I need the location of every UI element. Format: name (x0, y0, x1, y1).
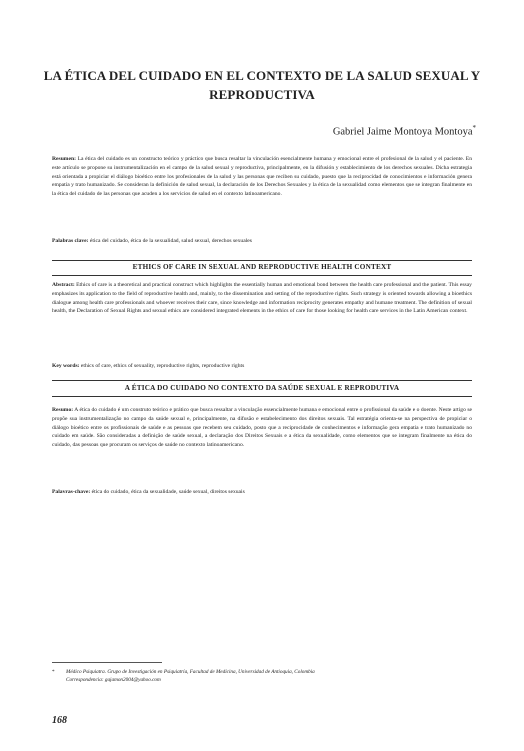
english-heading-rule-bottom (52, 275, 472, 276)
english-heading: ETHICS OF CARE IN SEXUAL AND REPRODUCTIVE HEALTH CONTEXT (132, 263, 392, 271)
english-keywords (52, 362, 472, 371)
footnote-correspondence: Correspondencia: gajamon2004@yahoo.com (66, 677, 161, 683)
portuguese-abstract (52, 406, 472, 450)
palabras-clave-label: Palabras clave: (52, 238, 89, 244)
palabras-clave-text: ética del cuidado, ética de la sexualidad, salud sexual, derechos sexuales (89, 238, 252, 244)
spanish-abstract (52, 155, 472, 199)
resumo-text: A ética do cuidado é um construto teórico e prático que busca ressaltar a vinculação essencialmente humana e emocional entre o profissional da saúde e o doente. Neste artigo se propõe sua instrumentalização no campo da saúde sexual e, principalmente, na difusão e estabelecimento dos direitos sexuais. Tal estratégia orienta-se na perspectiva de propiciar o diálogo bioético entre os profissionais de saúde e as pessoas que recebem seu cuidado, posto que a reciprocidade de conhecimentos e informação gera empatia e trato humanizado no cuidado em saúde. São consideradas a definição de saúde sexual, a declaração dos Direitos Sexuais e a ética da sexualidade, como elementos que se integram finalmente na ética do cuidado, das pessoas que procuram os serviços de saúde no contexto latinoamericano. (52, 407, 473, 449)
key-words-label: Key words: (52, 363, 80, 369)
abstract-label: Abstract: (52, 282, 75, 288)
portuguese-keywords (52, 488, 472, 497)
resumen-text: La ética del cuidado es un constructo teórico y práctico que busca resaltar la vinculación esencialmente humana y emocional entre el profesional de la salud y el paciente. En este artículo se propone su instrumentalización en el campo de la salud sexual y reproductiva, principalmente, en la difusión y establecimiento de los derechos sexuales. Dicha estrategia está orientada a propiciar el diálogo bioético entre los profesionales de la salud y las personas que reciben su cuidado, puesto que la reciprocidad de conocimientos e información genera empatía y trato humanizado. Se consideran la definición de salud sexual, la declaración de los Derechos Sexuales y la ética de la sexualidad como elementos que se integran finalmente en la ética del cuidado de las personas que acuden a los servicios de salud en el contexto latinoamericano. (52, 156, 472, 198)
key-words-text: ethics of care, ethics of sexuality, reproductive rights, reproductive rights (80, 363, 245, 369)
palavras-chave-label: Palavras-chave: (52, 489, 91, 495)
portuguese-heading-rule-bottom (52, 396, 472, 397)
page-number: 168 (52, 715, 67, 726)
author-footnote (52, 668, 472, 684)
resumen-label: Resumen: (52, 156, 76, 162)
english-abstract (52, 281, 472, 316)
footnote-rule (52, 662, 162, 663)
portuguese-heading: A ÉTICA DO CUIDADO NO CONTEXTO DA SAÚDE SEXUAL E REPRODUTIVA (124, 384, 400, 392)
author-name-text: Gabriel Jaime Montoya Montoya (332, 126, 473, 138)
article-title: LA ÉTICA DEL CUIDADO EN EL CONTEXTO DE LA SALUD SEXUAL Y REPRODUCTIVA (43, 68, 481, 102)
english-heading-rule-top (52, 260, 472, 261)
abstract-text: Ethics of care is a theoretical and practical construct which highlights the essentially human and emotional bond between the health care professional and the patient. This essay emphasizes its application to the field of reproductive health and, mainly, to the dissemination and setting of the reproductive rights. Such strategy is oriented towards allowing a bioethics dialogue among health care professionals and whoever receives their care, since knowledge and information reciprocity generates empathy and humane treatment. The definition of sexual health, the Declaration of Sexual Rights and sexual ethics are considered integrated elements in the ethics of care for those looking for health care services in the Latin American context. (52, 282, 472, 315)
footnote-affiliation: Médico Psiquiatra. Grupo de Investigación en Psiquiatría, Facultad de Medicina, Universidad de Antioquia, Colombia (66, 669, 315, 675)
spanish-keywords (52, 237, 472, 246)
portuguese-heading-rule-top (52, 380, 472, 381)
palavras-chave-text: ética do cuidado, ética da sexualidade, saúde sexual, direitos sexuais (91, 489, 245, 495)
resumo-label: Resumo: (52, 407, 74, 413)
footnote-mark: * (52, 669, 55, 675)
author-footnote-mark: * (472, 124, 476, 132)
author-name (333, 124, 476, 138)
